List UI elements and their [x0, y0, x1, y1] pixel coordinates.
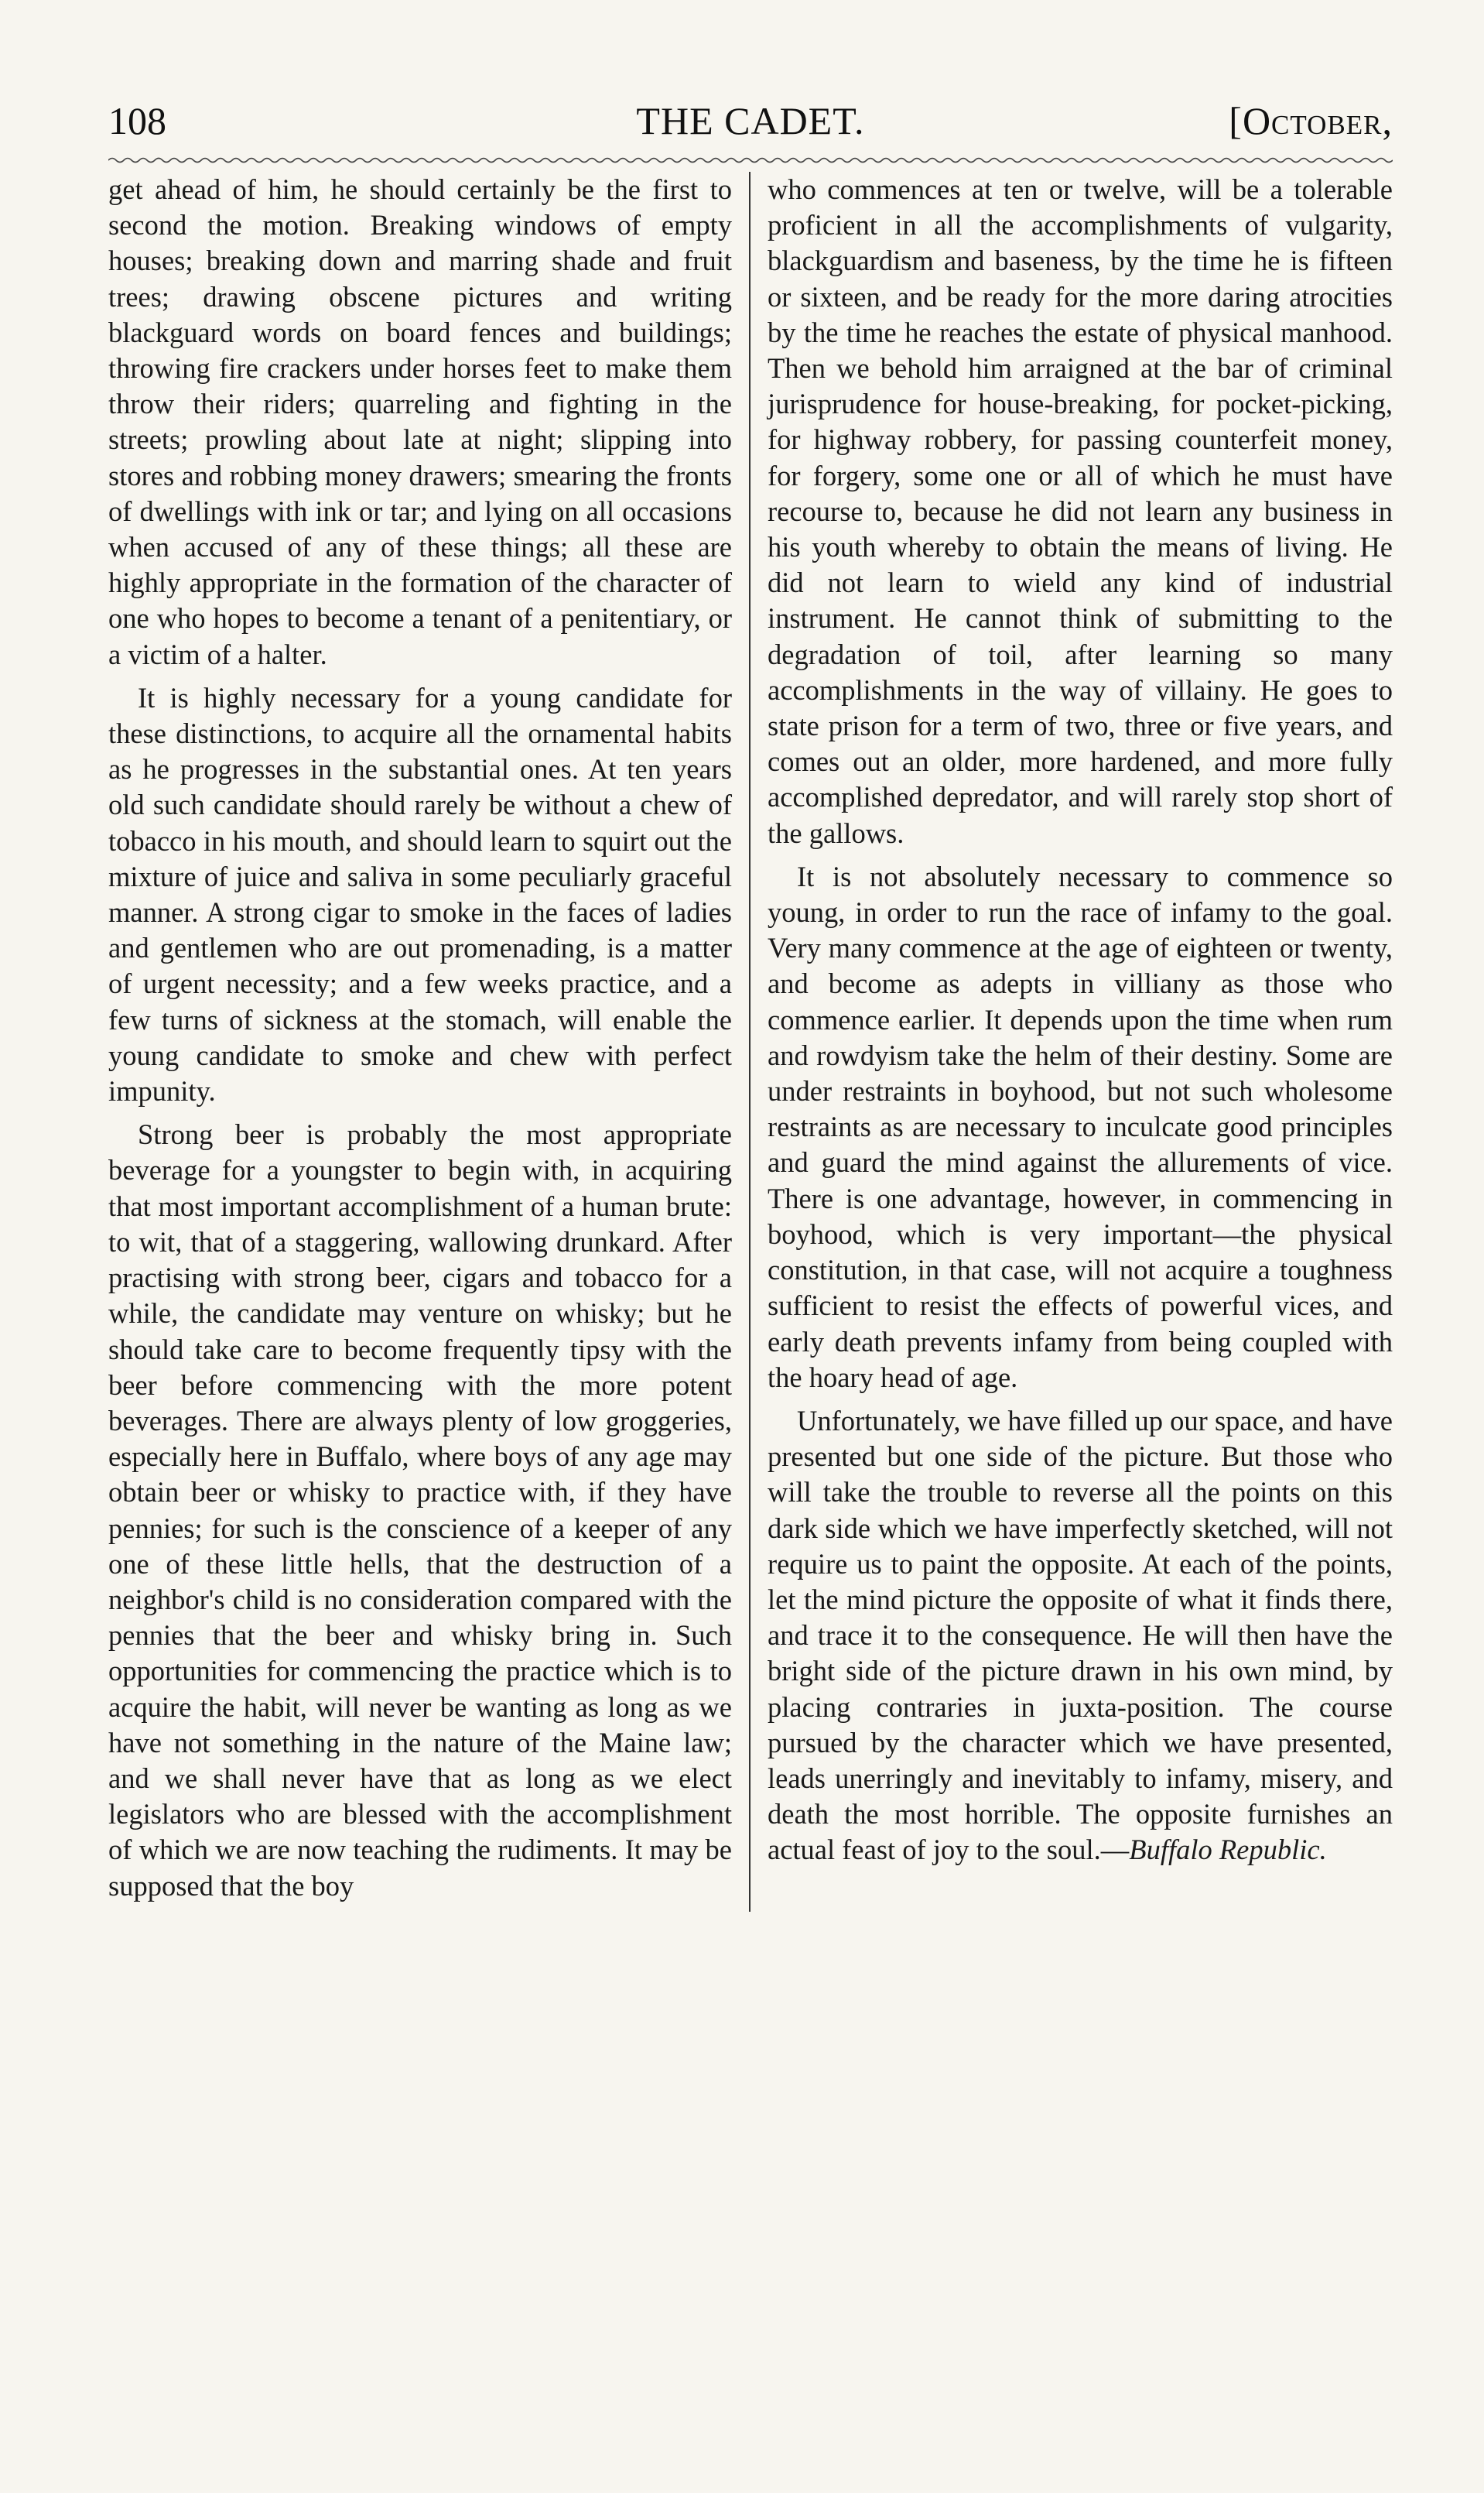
page: [108, 93, 1393, 2415]
paragraph-final: [768, 1403, 1393, 1868]
paragraph: get ahead of him, he should certainly be the first to second the motion. Breaking windows of empty houses; breaking down and marring shade and fruit trees; drawing obscene pictures and writing blackguard words on board fences and buildings; throwing fire crackers under horses feet to make them throw their riders; quarreling and fighting in the streets; prowling about late at night; slipping into stores and robbing money drawers; smearing the fronts of dwellings with ink or tar; and lying on all occasions when accused of any of these things; all these are highly appropriate in the formation of the character of one who hopes to become a tenant of a penitentiary, or a victim of a halter.: [108, 173, 732, 670]
journal-title: THE CADET.: [636, 99, 865, 142]
attribution: Buffalo Republic.: [1129, 1834, 1327, 1866]
paragraph: It is highly necessary for a young candidate for these distinctions, to acquire all the ornamental habits as he progresses in the substantial ones. At ten years old such candidate should rarely be without a chew of tobacco in his mouth, and should learn to squirt out the mixture of juice and saliva in some peculiarly graceful manner. A strong cigar to smoke in the faces of ladies and gentlemen who are out promenading, is a matter of urgent necessity; and a few weeks practice, and a few turns of sickness at the stomach, will enable the young candidate to smoke and chew with perfect impunity.: [108, 681, 732, 1108]
paragraph: Strong beer is probably the most appropriate beverage for a youngster to begin with, in acquiring that most important accomplishment of a human brute: to wit, that of a staggering, wallowing drunkard. After practising with strong beer, cigars and tobacco for a while, the candidate may venture on whisky; but he should take care to become frequently tipsy with the beer before commencing with the more potent beverages. There are always plenty of low groggeries, especially here in Buffalo, where boys of any age may obtain beer or whisky to practice with, if they have pennies; for such is the conscience of a keeper of any one of these little hells, that the destruction of a neighbor's child is no consideration compared with the pennies that the beer and whisky bring in. Such opportunities for commencing the practice which is to acquire the habit, will never be wanting as long as we have not something in the nature of the Maine law; and we shall never have that as long as we elect legislators who are blessed with the accomplishment of which we are now teaching the rudiments. It may be supposed that the boy: [108, 1118, 732, 1902]
left-column: [108, 172, 751, 1912]
page-number: 108: [108, 99, 166, 142]
paragraph: who commences at ten or twelve, will be a tolerable proficient in all the accomplishments of vulgarity, blackguardism and baseness, by the time he is fifteen or sixteen, and be ready for the more daring atrocities by the time he reaches the estate of physical manhood. Then we behold him arraigned at the bar of criminal jurisprudence for house-breaking, for pocket-picking, for highway robbery, for passing counterfeit money, for forgery, some one or all of which he must have recourse to, because he did not learn any business in his youth whereby to obtain the means of living. He did not learn to wield any kind of industrial instrument. He cannot think of submitting to the degradation of toil, after learning so many accomplishments in the way of villainy. He goes to state prison for a term of two, three or five years, and comes out an older, more hardened, and more fully accomplished depredator, and will rarely stop short of the gallows.: [768, 173, 1393, 849]
paragraph: It is not absolutely necessary to commence so young, in order to run the race of infamy to the goal. Very many commence at the age of eighteen or twenty, and become as adepts in villiany as those who commence earlier. It depends upon the time when rum and rowdyism take the helm of their destiny. Some are under restraints in boyhood, but not such wholesome restraints as are necessary to inculcate good principles and guard the mind against the allurements of vice. There is one advantage, however, in commencing in boyhood, which is very important—the physical constitution, in that case, will not acquire a toughness sufficient to resist the effects of powerful vices, and early death prevents infamy from being coupled with the hoary head of age.: [768, 860, 1393, 1393]
paragraph-text: Unfortunately, we have filled up our space, and have presented but one side of the picture. But those who will take the trouble to reverse all the points on this dark side which we have imperfectly sketched, will not require us to paint the opposite. At each of the points, let the mind picture the opposite of what it finds there, and trace it to the consequence. He will then have the bright side of the picture drawn in his own mind, by placing contraries in juxta-position. The course pursued by the character which we have presented, leads unerringly and inevitably to infamy, misery, and death the most horrible. The opposite furnishes an actual feast of joy to the soul.—: [768, 1404, 1393, 1866]
month-label: [October,: [1229, 99, 1393, 142]
wavy-rule: [108, 156, 1393, 164]
right-column: [751, 172, 1393, 1912]
article-columns: [108, 172, 1393, 1912]
page-header: [108, 93, 1393, 149]
